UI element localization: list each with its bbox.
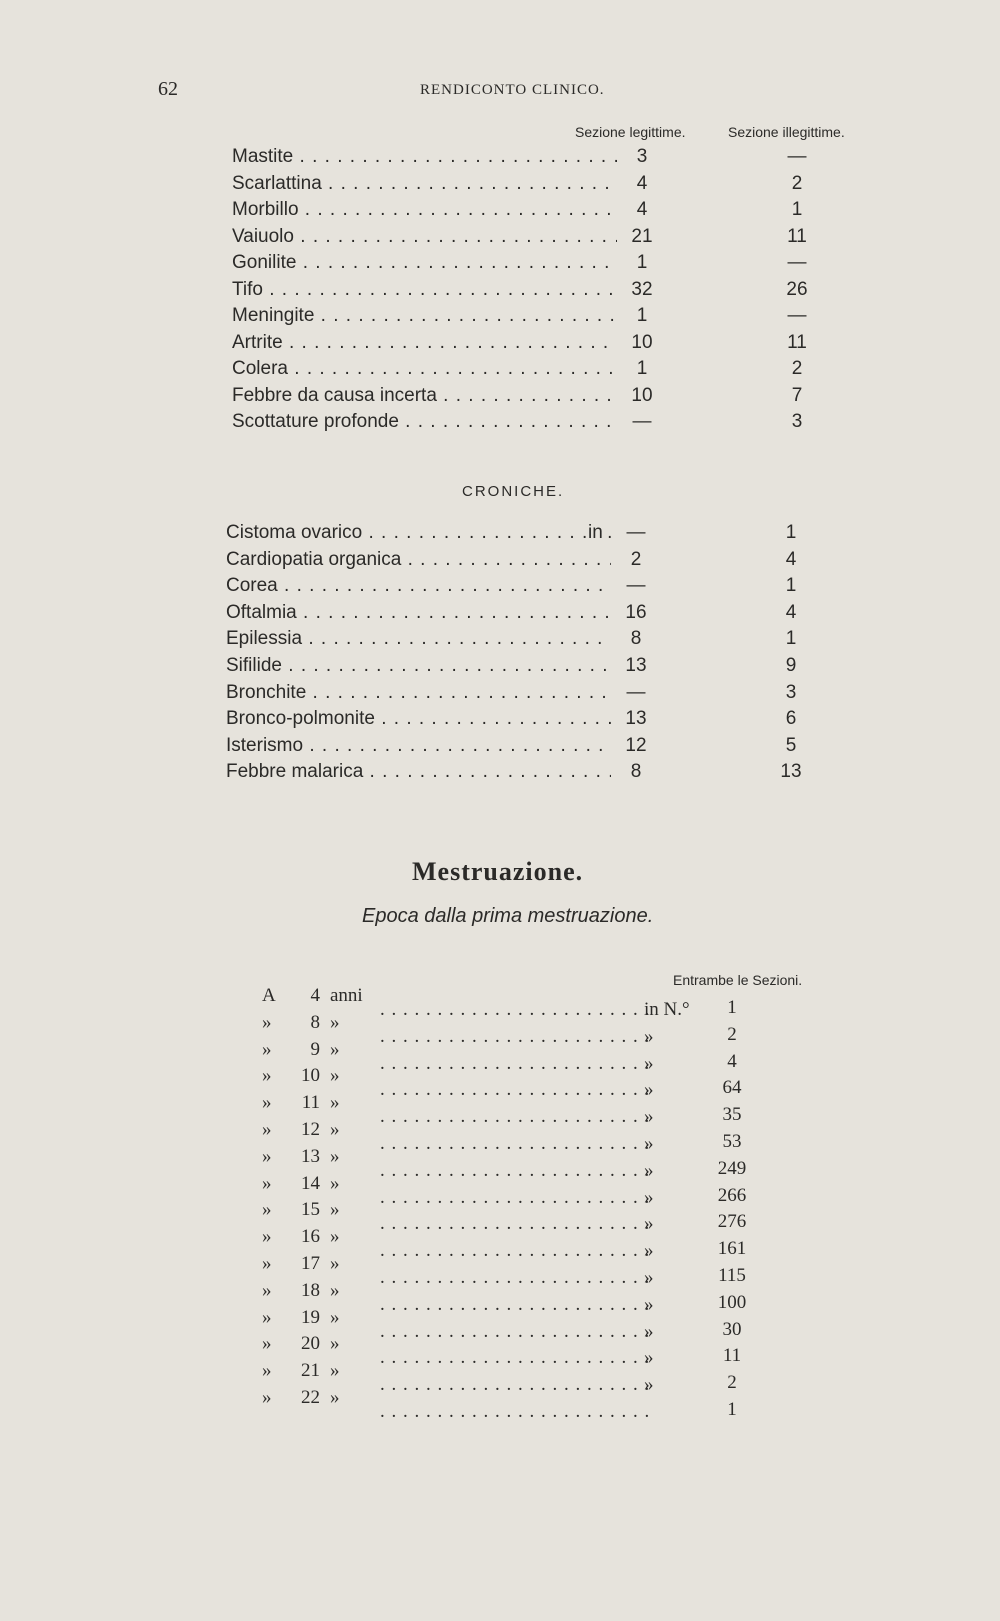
count-prefix: » [644,1159,654,1181]
age-value: 22 [301,1387,320,1408]
disease-label: Oftalmia . . . [226,602,611,624]
legit-count: 10 [631,384,653,406]
column-header-illegit: Sezione illegittime. [728,124,845,140]
column-header-legit: Sezione legittime. [575,124,686,140]
table-row [232,305,852,331]
count-prefix: » [644,1293,654,1315]
legit-count: 12 [625,734,647,756]
table-row [232,173,852,199]
age-prefix: » [262,1065,272,1087]
table-row [262,985,762,1020]
age-value: 14 [301,1172,320,1194]
age-value: 4 [310,985,320,1006]
illegit-count: 1 [785,575,797,597]
age-unit: » [330,1119,340,1140]
illegit-count: — [787,146,807,167]
count-prefix: » [644,1240,654,1262]
case-count: 64 [722,1077,742,1099]
table-row [262,1199,762,1235]
table-row [262,1226,762,1262]
age-value: 15 [301,1199,320,1221]
case-count: 35 [722,1104,742,1126]
legit-count: 13 [625,655,647,676]
disease-label: Corea . . . [226,575,611,597]
disease-label: Morbillo . . . [232,199,617,221]
table-row [232,358,852,384]
age-prefix: » [262,1199,272,1221]
illegit-count: 6 [785,708,797,730]
table-row [262,1145,762,1181]
case-count: 161 [717,1238,747,1260]
table-row [262,1038,762,1074]
section-title: Mestruazione. [412,857,584,886]
table-row [232,199,852,225]
table-row [262,1387,762,1420]
disease-label: Febbre malarica . . . [226,761,611,783]
table-row [232,385,852,411]
age-value: 18 [301,1279,320,1301]
age-prefix: » [262,1387,272,1408]
age-value: 21 [301,1360,320,1382]
legit-count: 4 [636,172,648,194]
table-row [262,1172,762,1208]
disease-label: Scottature profonde . . . [232,411,617,433]
disease-label: Vaiuolo . . . [232,226,617,248]
case-count: 115 [718,1265,746,1286]
disease-label: Cardiopatia organica . . . [226,549,611,571]
disease-label: Artrite . . . [232,332,617,354]
illegit-count: 1 [785,628,797,650]
illegit-count: 3 [785,681,797,703]
age-unit: » [330,1333,340,1355]
age-unit: » [330,1387,340,1408]
table-row [262,1253,762,1288]
count-prefix: » [644,1052,654,1074]
table-row [262,1333,762,1369]
table-row [262,1011,762,1047]
illegit-count: 9 [785,655,797,676]
running-title: RENDICONTO CLINICO. [420,82,605,98]
disease-label: Bronco-polmonite . . . [226,708,611,730]
count-prefix: » [644,1213,654,1235]
age-prefix: A [262,985,276,1006]
age-prefix: » [262,1038,272,1060]
illegit-count: 4 [785,601,797,623]
age-unit: » [330,1172,340,1194]
age-unit: » [330,1199,340,1221]
table-row [232,411,852,437]
age-prefix: » [262,1226,272,1248]
age-unit: » [330,1038,340,1060]
legit-count: 4 [636,199,648,220]
count-prefix: » [644,1374,654,1396]
legit-count: 1 [636,358,648,379]
both-sections-label: Entrambe le Sezioni. [673,972,803,988]
count-prefix: » [644,1079,654,1101]
table-row [232,226,852,252]
age-unit: » [330,1145,340,1167]
illegit-count: 11 [787,225,807,247]
disease-label: Epilessia . . . [226,628,611,650]
case-count: 4 [727,1050,737,1072]
age-prefix: » [262,1360,272,1382]
disease-label: Colera . . . [232,358,617,380]
leader-dots [380,1401,648,1423]
age-prefix: » [262,1333,272,1355]
table-row [262,1360,762,1396]
legit-count: 10 [631,331,653,353]
table-row [262,1306,762,1342]
table-row [226,655,846,681]
illegit-count: 2 [791,358,803,379]
disease-label: Tifo . . . [232,279,617,301]
table-row [226,735,846,761]
case-count: 53 [722,1131,742,1152]
case-count: 249 [717,1157,747,1179]
age-value: 16 [301,1226,320,1248]
count-prefix: » [644,1106,654,1128]
age-value: 20 [301,1333,320,1355]
age-prefix: » [262,1011,272,1033]
case-count: 276 [717,1211,747,1233]
table-row [226,602,846,628]
case-count: 30 [722,1318,742,1340]
table-row [226,628,846,654]
age-value: 12 [301,1119,320,1140]
disease-note: in [588,522,603,543]
illegit-count: 1 [791,199,803,220]
legit-count: 8 [630,628,642,650]
disease-label: Mastite . . . [232,146,617,168]
case-count: 1 [727,1399,737,1420]
table-row [226,549,846,575]
age-value: 9 [310,1038,320,1060]
illegit-count: 2 [791,172,803,194]
age-value: 17 [301,1253,320,1274]
age-prefix: » [262,1279,272,1301]
count-prefix: » [644,1186,654,1208]
table-row [262,1119,762,1154]
age-unit: » [330,1306,340,1328]
legit-count: 32 [631,278,653,300]
table-row [232,279,852,305]
disease-label: Sifilide . . . [226,655,611,677]
table-row [232,332,852,358]
legit-count: 21 [631,225,653,247]
illegit-count: 3 [791,411,803,432]
age-prefix: » [262,1145,272,1167]
illegit-count: 26 [786,278,808,300]
age-prefix: » [262,1092,272,1114]
chronic-heading: CRONICHE. [462,483,565,500]
disease-label: Meningite . . . [232,305,617,327]
age-prefix: » [262,1253,272,1274]
age-value: 13 [301,1145,320,1167]
disease-label: Febbre da causa incerta . . . [232,385,617,407]
case-count: 2 [727,1372,737,1394]
disease-label: Bronchite . . . [226,682,611,704]
count-prefix: » [644,1347,654,1369]
age-prefix: » [262,1306,272,1328]
legit-count: — [626,681,646,703]
age-prefix: » [262,1172,272,1194]
case-count: 11 [722,1345,742,1367]
legit-count: — [626,575,646,597]
age-unit: » [330,1065,340,1087]
illegit-count: 11 [787,331,807,353]
legit-count: — [632,411,652,432]
section-subtitle: Epoca dalla prima mestruazione. [362,905,654,927]
table-row [232,252,852,278]
illegit-count: 13 [780,761,802,783]
table-row [232,146,852,172]
age-unit: » [330,1011,340,1033]
illegit-count: 4 [785,548,797,570]
illegit-count: 1 [785,522,797,543]
legit-count: 3 [636,146,648,167]
count-prefix: » [644,1267,654,1288]
table-row [226,708,846,734]
legit-count: 1 [636,305,648,326]
age-unit: anni [330,985,363,1006]
count-prefix: » [644,1133,654,1154]
count-prefix: » [644,1025,654,1047]
disease-label: Gonilite . . . [232,252,617,274]
age-unit: » [330,1279,340,1301]
age-prefix: » [262,1119,272,1140]
disease-label: Isterismo . . . [226,735,611,757]
illegit-count: 7 [791,384,803,406]
age-unit: » [330,1253,340,1274]
case-count: 100 [717,1291,747,1313]
age-unit: » [330,1226,340,1248]
case-count: 266 [717,1184,747,1206]
legit-count: 1 [636,252,648,273]
table-row [226,761,846,787]
count-prefix: in N.° [644,999,690,1020]
table-row [262,1065,762,1101]
illegit-count: — [787,252,807,273]
illegit-count: 5 [785,734,797,756]
age-value: 8 [310,1011,320,1033]
age-value: 19 [301,1306,320,1328]
table-row [262,1279,762,1315]
legit-count: — [626,522,646,543]
table-row [262,1092,762,1128]
count-prefix: » [644,1320,654,1342]
age-unit: » [330,1360,340,1382]
age-unit: » [330,1092,340,1114]
disease-label: Cistoma ovarico . . . [226,522,611,544]
case-count: 1 [727,997,737,1018]
legit-count: 2 [630,548,642,570]
legit-count: 16 [625,601,647,623]
age-value: 10 [301,1065,320,1087]
table-row [226,522,846,548]
table-row [226,682,846,708]
illegit-count: — [787,305,807,326]
legit-count: 13 [625,708,647,730]
disease-label: Scarlattina . . . [232,173,617,195]
table-row [226,575,846,601]
legit-count: 8 [630,761,642,783]
page-number: 62 [158,78,178,100]
case-count: 2 [727,1023,737,1045]
age-value: 11 [301,1092,320,1114]
